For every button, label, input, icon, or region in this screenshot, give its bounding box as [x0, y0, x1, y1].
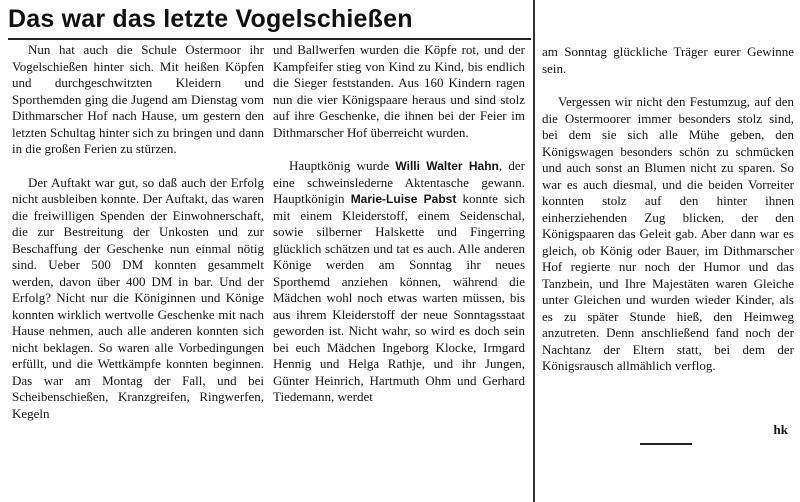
end-rule: [640, 443, 692, 445]
king-name: Willi Walter Hahn: [395, 159, 499, 173]
article-headline: Das war das letzte Vogelschießen: [8, 5, 413, 33]
article-column-3: [542, 44, 794, 375]
article-column-2: [273, 42, 525, 406]
paragraph: und Ballwerfen wurden die Köpfe rot, und der Kampfeifer stieg von Kind zu Kind, bis endlich die Sieger feststanden. Aus 160 Kindern ragen nun die vier Königspaare heraus und sind stolz auf ihre Geschenke, die ihnen bei der Feier im Dithmarscher Hof überreicht wurden.: [273, 42, 525, 140]
queen-name: Marie-Luise Pabst: [350, 192, 457, 206]
paragraph: am Sonntag glückliche Träger eurer Gewinne sein.: [542, 44, 794, 76]
column-divider-rule: [533, 0, 535, 502]
author-signature: hk: [773, 422, 788, 437]
headline-rule: [8, 38, 531, 40]
article-column-1: [12, 42, 264, 422]
text-run: konnte sich mit einem Kleiderstoff, einem Seidenschal, sowie silberner Halskette und Fingerring glücklich schätzen und tat es auch. Alle anderen Könige werden am Sonntag ihr neues Sporthemd anziehen können, während die Mädchen wohl noch etwas warten müssen, bis aus ihrem Kleiderstoff der neue Sonntagsstaat geworden ist. Nicht wahr, so wird es doch sein bei euch Mädchen Ingeborg Klocke, Irmgard Hennig und Helga Rathje, und ihr Jungen, Günter Heinrich, Hartmuth Ohm und Gerhard Tiedemann, werdet: [273, 191, 526, 404]
text-run: Hauptkönig wurde: [289, 158, 396, 173]
paragraph: Der Auftakt war gut, so daß auch der Erfolg nicht ausbleiben konnte. Der Auftakt, das waren die freiwilligen Spenden der Einwohnerschaft, die zur Bestreitung der Unkosten und zur Beschaffung der Geschenke nun einmal nötig sind. Ueber 500 DM konnten gesammelt werden, davon über 400 DM in bar. Und der Erfolg? Nicht nur die Königinnen und Könige konnten wirklich wertvolle Geschenke mit nach Hause nehmen, auch alle anderen konnten sich nicht beklagen. So waren alle Vorbedingungen erfüllt, und die Wettkämpfe konnten beginnen. Das war am Montag der Fall, und bei Scheibenschießen, Kranzgreifen, Ringwerfen, Kegeln: [12, 174, 264, 421]
paragraph: Vergessen wir nicht den Festumzug, auf den die Ostermoorer immer besonders stolz sind, bei dem sie sich alle Mühe geben, den Königswagen besonders schön zu schmücken und auch sonst an Blumen nicht zu sparen. So war es auch diesmal, und die beiden Vorreiter konnten stolz auf den hinter ihnen einherziehenden Zug blicken, der den Königspaaren das Geleit gab. Aber dann war es gleich, ob König oder Bauer, im Dithmarscher Hof regierte nur noch der Humor und das Tanzbein, und Ihre Majestäten waren Gleiche unter Gleichen und wurden wieder Kinder, als es zu später Stunde hieß, den Heimweg anzutreten. Denn anschließend fand noch der Nachtanz der Eltern statt, bei dem der Königsrausch allmählich verflog.: [542, 94, 794, 373]
paragraph: [273, 158, 525, 406]
paragraph: Nun hat auch die Schule Ostermoor ihr Vogelschießen hinter sich. Mit heißen Köpfen und durchgeschwitzten Kleidern und Sporthemden ging die Jugend am Dienstag vom Dithmarscher Hof nach Hause, um gestern den letzten Schultag hinter sich zu bringen und dann in die großen Ferien zu stürzen.: [12, 42, 264, 156]
text-run: , der eine schweinslederne Aktentasche gewann. Hauptkönigin: [273, 158, 526, 206]
